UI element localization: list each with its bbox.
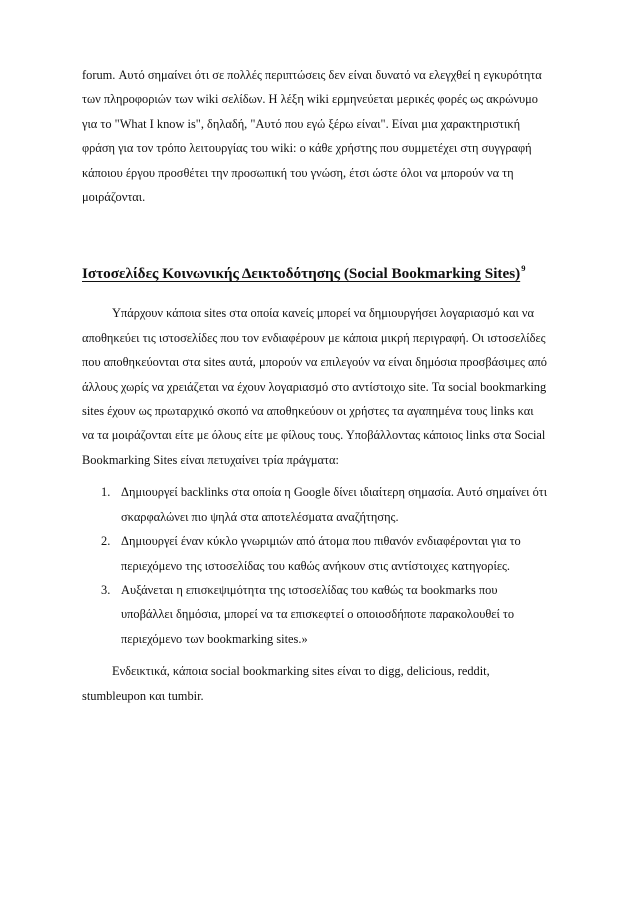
section-spacer: [82, 209, 548, 262]
section-heading-text: Ιστοσελίδες Κοινωνικής Δεικτοδότησης (Social Bookmarking Sites): [82, 265, 521, 283]
list-item-number: 3.: [101, 582, 111, 597]
list-item-text: Αυξάνεται η επισκεψιμότητα της ιστοσελίδας του καθώς τα bookmarks που υποβάλλει δημόσια, μπορεί να τα επισκεφτεί ο οποιοσδήποτε παρακολουθεί το περιεχόμενο των bookmarking sites.»: [121, 582, 515, 646]
section-heading: [82, 262, 548, 287]
heading-spacer: [82, 287, 548, 301]
list-item: [82, 529, 548, 578]
closing-spacer: [82, 651, 548, 659]
document-page: [82, 63, 548, 708]
list-item-number: 1.: [101, 485, 111, 500]
list-item: [82, 480, 548, 529]
list-item: [82, 578, 548, 651]
footnote-ref: 9: [521, 263, 526, 274]
list-item-text: Δημιουργεί έναν κύκλο γνωριμιών από άτομα που πιθανόν ενδιαφέρονται για το περιεχόμενο της ιστοσελίδας του καθώς ανήκουν στις αντίστοιχες κατηγορίες.: [121, 534, 521, 573]
list-item-text: Δημιουργεί backlinks στα οποία η Google δίνει ιδιαίτερη σημασία. Αυτό σημαίνει ότι σκαρφαλώνει πιο ψηλά στα αποτελέσματα αναζήτησης.: [121, 485, 548, 524]
list-spacer: [82, 472, 548, 480]
intro-paragraph: forum. Αυτό σημαίνει ότι σε πολλές περιπτώσεις δεν είναι δυνατό να ελεγχθεί η εγκυρότητα των πληροφοριών των wiki σελίδων. Η λέξη wiki ερμηνεύεται μερικές φορές ως ακρώνυμο για το "What I know is", δηλαδή, "Αυτό που εγώ ξέρω είναι". Είναι μια χαρακτηριστική φράση για τον τρόπο λειτουργίας του wiki: ο κάθε χρήστης που συμμετέχει στη συγγραφή κάποιου έργου προσθέτει την προσωπική του γνώση, έτσι ώστε όλοι να μπορούν να τη μοιράζονται.: [82, 68, 542, 205]
section-body-paragraph: Υπάρχουν κάποια sites στα οποία κανείς μπορεί να δημιουργήσει λογαριασμό και να αποθηκεύει τις ιστοσελίδες που τον ενδιαφέρουν με κάποια μικρή περιγραφή. Οι ιστοσελίδες που αποθηκεύονται στα sites αυτά, μπορούν να επιλεγούν να είναι δημόσια προσβάσιμες από άλλους χωρίς να χρειάζεται να έχουν λογαριασμό στο αντίστοιχο site. Τα social bookmarking sites έχουν ως πρωταρχικό σκοπό να αποθηκεύουν οι χρήστες τα αγαπημένα τους links και να τα μοιράζονται είτε με όλους είτε με φίλους τους. Υποβάλλοντας κάποιος links στα Social Bookmarking Sites είναι πετυχαίνει τρία πράγματα:: [82, 306, 547, 467]
list-item-number: 2.: [101, 534, 111, 549]
closing-paragraph: Ενδεικτικά, κάποια social bookmarking sites είναι το digg, delicious, reddit, stumbleupon και tumbir.: [82, 664, 490, 703]
benefits-list: [82, 480, 548, 651]
